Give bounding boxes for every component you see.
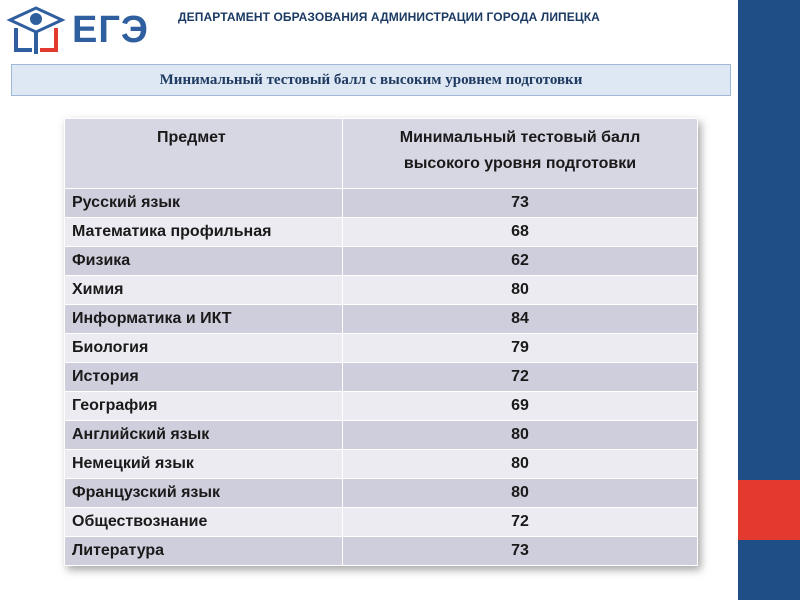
subject-cell: Математика профильная [65,218,343,247]
subject-cell: Литература [65,537,343,566]
subject-cell: Химия [65,276,343,305]
ege-logo [6,2,156,58]
score-cell: 69 [343,392,698,421]
score-cell: 72 [343,363,698,392]
ege-emblem-icon [6,2,70,58]
subject-cell: География [65,392,343,421]
header-score-line1: Минимальный тестовый балл [399,129,641,146]
score-cell: 80 [343,276,698,305]
score-cell: 73 [343,189,698,218]
table-row [65,421,698,450]
score-cell: 68 [343,218,698,247]
scores-table [64,118,698,566]
score-cell: 79 [343,334,698,363]
table-row [65,537,698,566]
score-cell: 72 [343,508,698,537]
table-row [65,189,698,218]
subject-cell: Французский язык [65,479,343,508]
table-row [65,508,698,537]
score-cell: 73 [343,537,698,566]
score-cell: 80 [343,479,698,508]
subject-cell: Немецкий язык [65,450,343,479]
subject-cell: Английский язык [65,421,343,450]
scores-table-container [64,118,698,566]
score-cell: 80 [343,421,698,450]
subtitle-banner [11,64,731,96]
score-cell: 80 [343,450,698,479]
department-name: ДЕПАРТАМЕНТ ОБРАЗОВАНИЯ АДМИНИСТРАЦИИ ГОРОДА ЛИПЕЦКА [178,10,600,24]
subject-cell: Русский язык [65,189,343,218]
table-row [65,276,698,305]
subject-cell: Физика [65,247,343,276]
table-row [65,247,698,276]
score-cell: 84 [343,305,698,334]
page-title: Минимальный тестовый балл с высоким уровнем подготовки [159,72,583,88]
header-score-line2: высокого уровня подготовки [403,155,637,172]
header-subject: Предмет [65,119,343,189]
score-cell: 62 [343,247,698,276]
subject-cell: Биология [65,334,343,363]
table-row [65,218,698,247]
table-row [65,479,698,508]
side-accent-stripe [738,480,800,540]
subject-cell: Информатика и ИКТ [65,305,343,334]
logo-text: ЕГЭ [72,9,149,51]
table-row [65,363,698,392]
subject-cell: Обществознание [65,508,343,537]
table-row [65,305,698,334]
table-row [65,450,698,479]
table-row [65,392,698,421]
header-score [343,119,698,189]
table-row [65,334,698,363]
subject-cell: История [65,363,343,392]
table-header-row [65,119,698,189]
